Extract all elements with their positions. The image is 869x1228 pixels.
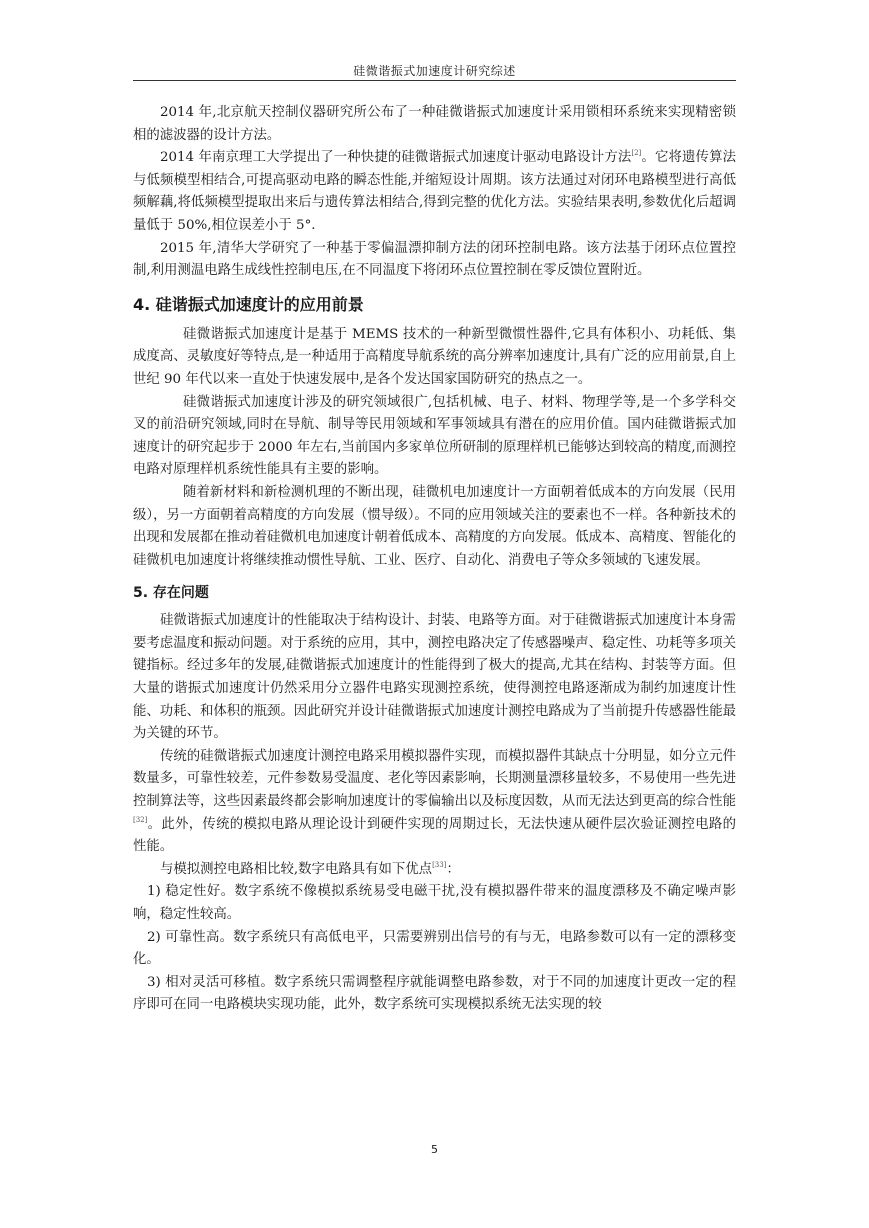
paragraph-2-text-b: 。它将遗传算法与低频模型相结合,可提高驱动电路的瞬态性能,并缩短设计周期。该方法通过对闭环电路模型进行高低频解藕,将低频模型提取出来后与遗传算法相结合,得到完整的优化方法。实验结果表明,参数优化后超调量低于 50%,相位误差小于 5°. bbox=[133, 150, 736, 233]
section-5-paragraph-3-text-b: ： bbox=[446, 861, 460, 877]
page-body bbox=[133, 102, 736, 1017]
section-5-paragraph-1: 硅微谐振式加速度计的性能取决于结构设计、封装、电路等方面。对于硅微谐振式加速度计本身需要考虑温度和振动问题。对于系统的应用，其中，测控电路决定了传感器噪声、稳定性、功耗等多项关键指标。经过多年的发展,硅微谐振式加速度计的性能得到了极大的提高,尤其在结构、封装等方面。但大量的谐振式加速度计仍然采用分立器件电路实现测控系统，使得测控电路逐渐成为制约加速度计性能、功耗、和体积的瓶颈。因此研究并设计硅微谐振式加速度计测控电路成为了当前提升传感器性能最为关键的环节。 bbox=[133, 613, 736, 742]
running-header: 硅微谐振式加速度计研究综述 bbox=[353, 64, 516, 78]
citation-33: [33] bbox=[432, 860, 447, 869]
section-5-paragraph-2-text-a: 传统的硅微谐振式加速度计测控电路采用模拟器件实现，而模拟器件其缺点十分明显，如分立元件数量多，可靠性较差，元件参数易受温度、老化等因素影响，长期测量漂移量较多，不易使用一些先进控制算法等，这些因素最终都会影响加速度计的零偏输出以及标度因数，从而无法达到更高的综合性能 bbox=[133, 748, 736, 810]
section-4-heading: 4. 硅谐振式加速度计的应用前景 bbox=[133, 294, 364, 314]
citation-32: [32] bbox=[133, 815, 148, 824]
section-4-paragraph-2: 硅微谐振式加速度计涉及的研究领域很广,包括机械、电子、材料、物理学等,是一个多学科交叉的前沿研究领域,同时在导航、制导等民用领域和军事领域具有潜在的应用价值。国内硅微谐振式加速度计的研究起步于 2000 年左右,当前国内多家单位所研制的原理样机已能够达到较高的精度,而测控电路对原理样机系统性能具有主要的影响。 bbox=[133, 394, 736, 478]
section-5-paragraph-2 bbox=[133, 746, 736, 859]
section-4-paragraph-1: 硅微谐振式加速度计是基于 MEMS 技术的一种新型微惯性器件,它具有体积小、功耗低、集成度高、灵敏度好等特点,是一种适用于高精度导航系统的高分辨率加速度计,具有广泛的应用前景,自上世纪 90 年代以来一直处于快速发展中,是各个发达国家国防研究的热点之一。 bbox=[133, 326, 736, 387]
list-item-2: 2) 可靠性高。数字系统只有高低电平，只需要辨别出信号的有与无，电路参数可以有一定的漂移变化。 bbox=[133, 929, 736, 968]
section-5-paragraph-3-text-a: 与模拟测控电路相比较,数字电路具有如下优点 bbox=[160, 861, 433, 877]
citation-2: [2] bbox=[631, 149, 642, 158]
paragraph-1: 2014 年,北京航天控制仪器研究所公布了一种硅微谐振式加速度计采用锁相环系统来实现精密锁相的滤波器的设计方法。 bbox=[133, 105, 736, 143]
section-5-paragraph-2-text-b: 。此外，传统的模拟电路从理论设计到硬件实现的周期过长，无法快速从硬件层次验证测控电路的性能。 bbox=[133, 816, 736, 855]
paragraph-2-text-a: 2014 年南京理工大学提出了一种快捷的硅微谐振式加速度计驱动电路设计方法 bbox=[160, 150, 632, 166]
header-divider bbox=[133, 80, 736, 81]
list-item-1: 1) 稳定性好。数字系统不像模拟系统易受电磁干扰,没有模拟器件带来的温度漂移及不确定噪声影响，稳定性较高。 bbox=[133, 884, 736, 922]
list-item-3: 3) 相对灵活可移植。数字系统只需调整程序就能调整电路参数，对于不同的加速度计更改一定的程序即可在同一电路模块实现功能，此外，数字系统可实现模拟系统无法实现的较 bbox=[133, 974, 736, 1013]
section-5-heading: 5. 存在问题 bbox=[133, 585, 209, 602]
paragraph-2 bbox=[133, 147, 736, 237]
paragraph-3: 2015 年,清华大学研究了一种基于零偏温漂抑制方法的闭环控制电路。该方法基于闭环点位置控制,利用测温电路生成线性控制电压,在不同温度下将闭环点位置控制在零反馈位置附近。 bbox=[133, 240, 736, 279]
section-5-paragraph-3 bbox=[133, 859, 736, 882]
section-4-paragraph-3: 随着新材料和新检测机理的不断出现，硅微机电加速度计一方面朝着低成本的方向发展（民用级），另一方面朝着高精度的方向发展（惯导级）。不同的应用领域关注的要素也不一样。各种新技术的出现和发展都在推动着硅微机电加速度计朝着低成本、高精度的方向发展。低成本、高精度、智能化的硅微机电加速度计将继续推动惯性导航、工业、医疗、自动化、消费电子等众多领域的飞速发展。 bbox=[133, 484, 736, 568]
page-number: 5 bbox=[431, 1143, 438, 1156]
